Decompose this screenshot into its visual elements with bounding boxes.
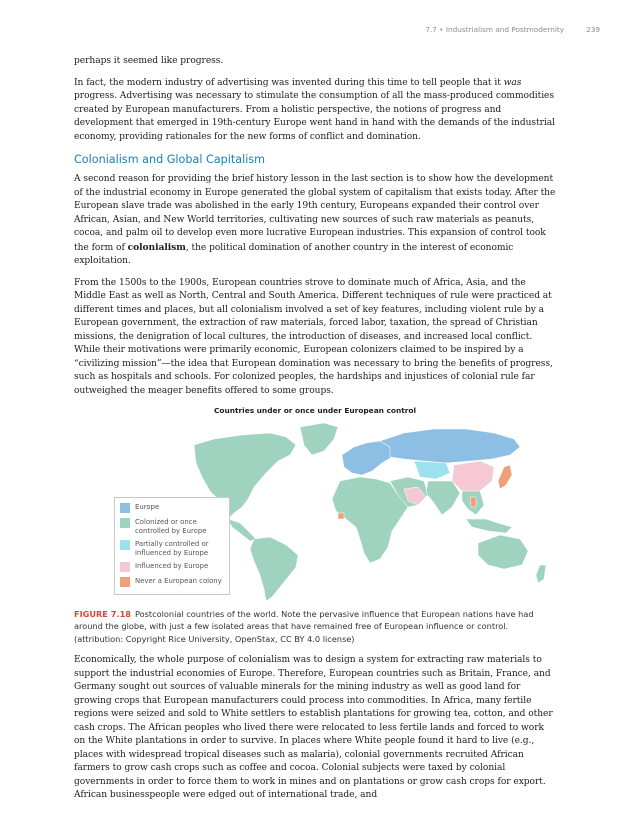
term-colonialism: colonialism — [127, 241, 186, 253]
legend-label: Never a European colony — [135, 577, 222, 585]
figure-caption — [74, 608, 556, 645]
legend-swatch — [120, 562, 130, 572]
legend-swatch — [120, 577, 130, 587]
legend-item-influenced — [120, 562, 224, 572]
section-heading: Colonialism and Global Capitalism — [74, 153, 266, 166]
new-zealand — [536, 565, 546, 583]
central-asia — [414, 461, 450, 479]
legend-label: Partially controlled or influenced by Europe — [135, 540, 209, 557]
emphasis-was: was — [503, 77, 522, 88]
running-header — [425, 25, 600, 34]
indonesia — [466, 519, 512, 533]
legend-item-colonized — [120, 518, 224, 535]
south-asia — [426, 481, 460, 515]
page-content — [74, 55, 556, 811]
legend-label: Europe — [135, 503, 160, 511]
paragraph-2-rest: progress. Advertising was necessary to stimulate the consumption of all the mass-produced commodities created by European manufacturers. From a holistic perspective, the notions of progress and development that emerged in 19th-century Europe went hand in hand with the demands of the industrial economy, providing rationales for the new forms of conflict and domination. — [74, 91, 556, 142]
russia — [380, 429, 520, 463]
legend-swatch — [120, 503, 130, 513]
legend-label: Influenced by Europe — [135, 562, 209, 570]
australia — [478, 535, 528, 569]
world-map-figure — [74, 415, 556, 605]
legend-label: Colonized or once controlled by Europe — [135, 518, 207, 535]
paragraph-3-start: A second reason for providing the brief history lesson in the last section is to show how the development of the industrial economy in Europe generated the global system of capitalism that exists today. After the European slave trade was abolished in the early 19th century, Europeans expanded their control over African, Asian, and New World territories, cultivating new sources of such raw materials as peanuts, cocoa, and palm oil to develop even more lucrative European industries. This expansion of control took the form of — [74, 174, 556, 253]
legend-swatch — [120, 540, 130, 550]
paragraph-5: Economically, the whole purpose of colonialism was to design a system for extracting raw materials to support the industrial economies of Europe. Therefore, European countries such as Britain, France, and Germany sought out sources of valuable minerals for the mining industry as well as good land for growing crops that European manufacturers could process into commodities. In Africa, many fertile regions were seized and sold to White settlers to establish plantations for growing tea, cotton, and other cash crops. The African peoples who lived there were relocated to less fertile lands and forced to work on the White plantations in order to survive. In places where White people found it hard to live (e.g., places with widespread tropical diseases such as malaria), colonial governments recruited African farmers to grow cash crops such as coffee and cocoa. Colonial subjects were taxed by colonial governments in order to force them to work in mines and on plantations or grow cash crops for export. African businesspeople were edged out of international trade, and — [74, 655, 553, 801]
central-america — [228, 519, 256, 541]
legend-item-partially — [120, 540, 224, 557]
thailand — [470, 497, 476, 507]
paragraph-3 — [74, 173, 556, 269]
paragraph-3-rest: , the political domination of another country in the interest of economic exploitation. — [74, 242, 514, 266]
europe — [342, 441, 392, 475]
liberia — [338, 513, 344, 519]
south-america — [250, 537, 298, 601]
map-legend — [114, 497, 230, 595]
japan — [498, 465, 512, 489]
greenland — [300, 423, 338, 455]
paragraph-4: From the 1500s to the 1900s, European countries strove to dominate much of Africa, Asia, and the Middle East as well as North, Central and South America. Different techniques of rule were practiced at different times and places, but all colonialism involved a set of key features, including violent rule by a European government, the extraction of raw materials, forced labor, taxation, the spread of Christian missions, the denigration of local cultures, the introduction of diseases, and increased local conflict. While their motivations were primarily economic, European colonizers claimed to be inspired by a “civilizing mission”—the idea that European domination was necessary to bring the benefits of progress, such as hospitals and schools. For colonized peoples, the hardships and injustices of colonial rule far outweighed the meager benefits offered to some groups. — [74, 277, 553, 396]
page-number: 239 — [586, 25, 600, 34]
legend-item-never — [120, 577, 224, 587]
china — [452, 461, 494, 491]
paragraph-2 — [74, 77, 556, 145]
legend-item-europe — [120, 503, 224, 513]
figure-title: Countries under or once under European control — [213, 406, 417, 415]
figure-label: FIGURE 7.18 — [74, 609, 131, 619]
paragraph-1: perhaps it seemed like progress. — [74, 56, 224, 66]
section-title: 7.7 • Industrialism and Postmodernity — [425, 25, 565, 34]
caption-text: Postcolonial countries of the world. Note the pervasive influence that European nations have had around the globe, with just a few isolated areas that have remained free of European influence or control. (attribution: Copyright Rice University, OpenStax, CC BY 4.0 license) — [74, 609, 534, 644]
legend-swatch — [120, 518, 130, 528]
paragraph-2-start: In fact, the modern industry of advertising was invented during this time to tell people that it — [74, 77, 504, 88]
